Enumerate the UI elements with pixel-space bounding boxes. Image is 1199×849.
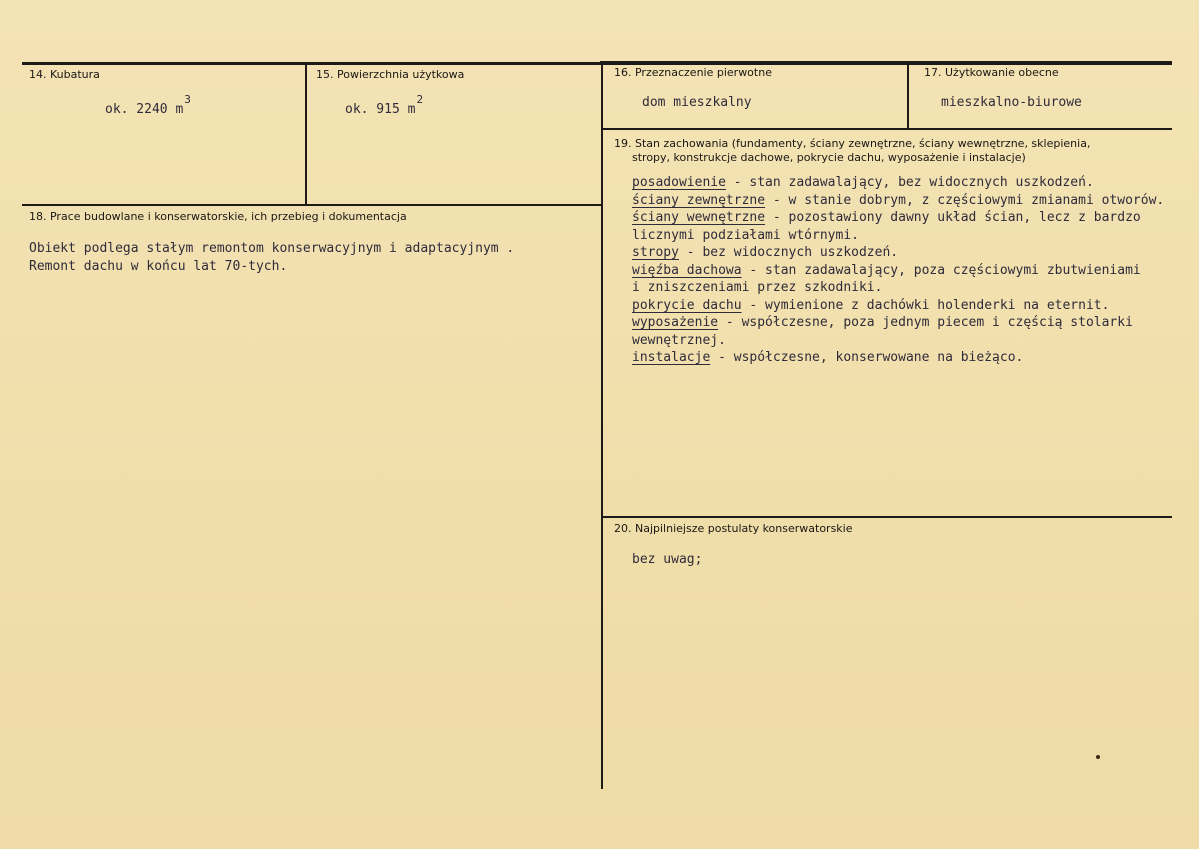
condition-item — [632, 297, 1164, 315]
field-17-value: mieszkalno-biurowe — [941, 95, 1082, 110]
field-15-label: 15. Powierzchnia użytkowa — [316, 68, 465, 81]
rule-under-16-17 — [601, 128, 1172, 130]
condition-term: posadowienie — [632, 175, 726, 190]
field-15-text: ok. 915 m — [345, 102, 416, 117]
condition-text: licznymi podziałami wtórnymi. — [632, 227, 859, 243]
condition-text: - stan zadawalający, bez widocznych uszkodzeń. — [725, 175, 1094, 190]
field-19-list — [632, 174, 1164, 367]
field-15-value — [345, 93, 423, 117]
condition-text: - współczesne, konserwowane na bieżąco. — [710, 350, 1024, 365]
field-19-label-line2: stropy, konstrukcje dachowe, pokrycie dachu, wyposażenie i instalacje) — [632, 151, 1026, 164]
field-20-value: bez uwag; — [632, 552, 703, 567]
top-right-rule — [600, 61, 1172, 65]
field-19-label — [614, 137, 1164, 165]
condition-item — [632, 244, 1164, 262]
condition-item — [632, 227, 1164, 245]
field-16-value: dom mieszkalny — [642, 95, 752, 110]
condition-term: wyposażenie — [632, 315, 719, 330]
condition-item — [632, 314, 1164, 332]
condition-text: - współczesne, poza jednym piecem i częścią stolarki — [718, 315, 1133, 330]
field-18-text — [29, 240, 514, 275]
condition-term: stropy — [632, 245, 679, 260]
condition-text: - stan zadawalający, poza częściowymi zbutwieniami — [741, 262, 1141, 278]
field-14-text: ok. 2240 m — [105, 102, 184, 117]
condition-text: - pozostawiony dawny układ ścian, lecz z bardzo — [765, 210, 1141, 225]
condition-term: pokrycie dachu — [632, 297, 742, 313]
condition-term: więźba dachowa — [632, 262, 742, 278]
rule-above-20 — [601, 516, 1172, 518]
field-19-label-line1: 19. Stan zachowania (fundamenty, ściany zewnętrzne, ściany wewnętrzne, sklepienia, — [614, 137, 1091, 150]
field-16-label: 16. Przeznaczenie pierwotne — [614, 66, 772, 79]
condition-term: instalacje — [632, 350, 711, 365]
condition-text: - wymienione z dachówki holenderki na eternit. — [741, 297, 1110, 313]
condition-item — [632, 349, 1164, 367]
condition-item — [632, 209, 1164, 227]
field-17-label: 17. Użytkowanie obecne — [924, 66, 1059, 79]
condition-term: ściany zewnętrzne — [632, 192, 766, 208]
rule-under-14-15 — [22, 204, 603, 206]
field-14-value — [105, 93, 191, 117]
divider-center — [601, 63, 603, 789]
field-14-sup: 3 — [184, 93, 191, 106]
condition-item — [632, 262, 1164, 280]
field-18-label: 18. Prace budowlane i konserwatorskie, ich przebieg i dokumentacja — [29, 210, 407, 223]
divider-16-17 — [907, 63, 909, 129]
field-20-label: 20. Najpilniejsze postulaty konserwatorskie — [614, 522, 853, 535]
condition-text: i zniszczeniami przez szkodniki. — [632, 280, 883, 295]
ink-speck — [1096, 755, 1100, 759]
condition-text: wewnętrznej. — [632, 332, 726, 348]
condition-item — [632, 192, 1164, 210]
field-18-line: Obiekt podlega stałym remontom konserwacyjnym i adaptacyjnym . — [29, 241, 515, 256]
condition-item — [632, 332, 1164, 350]
field-18-line: Remont dachu w końcu lat 70-tych. — [29, 258, 288, 274]
condition-item — [632, 279, 1164, 297]
condition-text: - bez widocznych uszkodzeń. — [678, 245, 899, 260]
field-14-label: 14. Kubatura — [29, 68, 100, 81]
field-15-sup: 2 — [416, 93, 424, 106]
divider-14-15 — [305, 63, 307, 205]
condition-term: ściany wewnętrzne — [632, 210, 766, 225]
condition-item — [632, 174, 1164, 192]
condition-text: - w stanie dobrym, z częściowymi zmianami otworów. — [765, 192, 1165, 208]
